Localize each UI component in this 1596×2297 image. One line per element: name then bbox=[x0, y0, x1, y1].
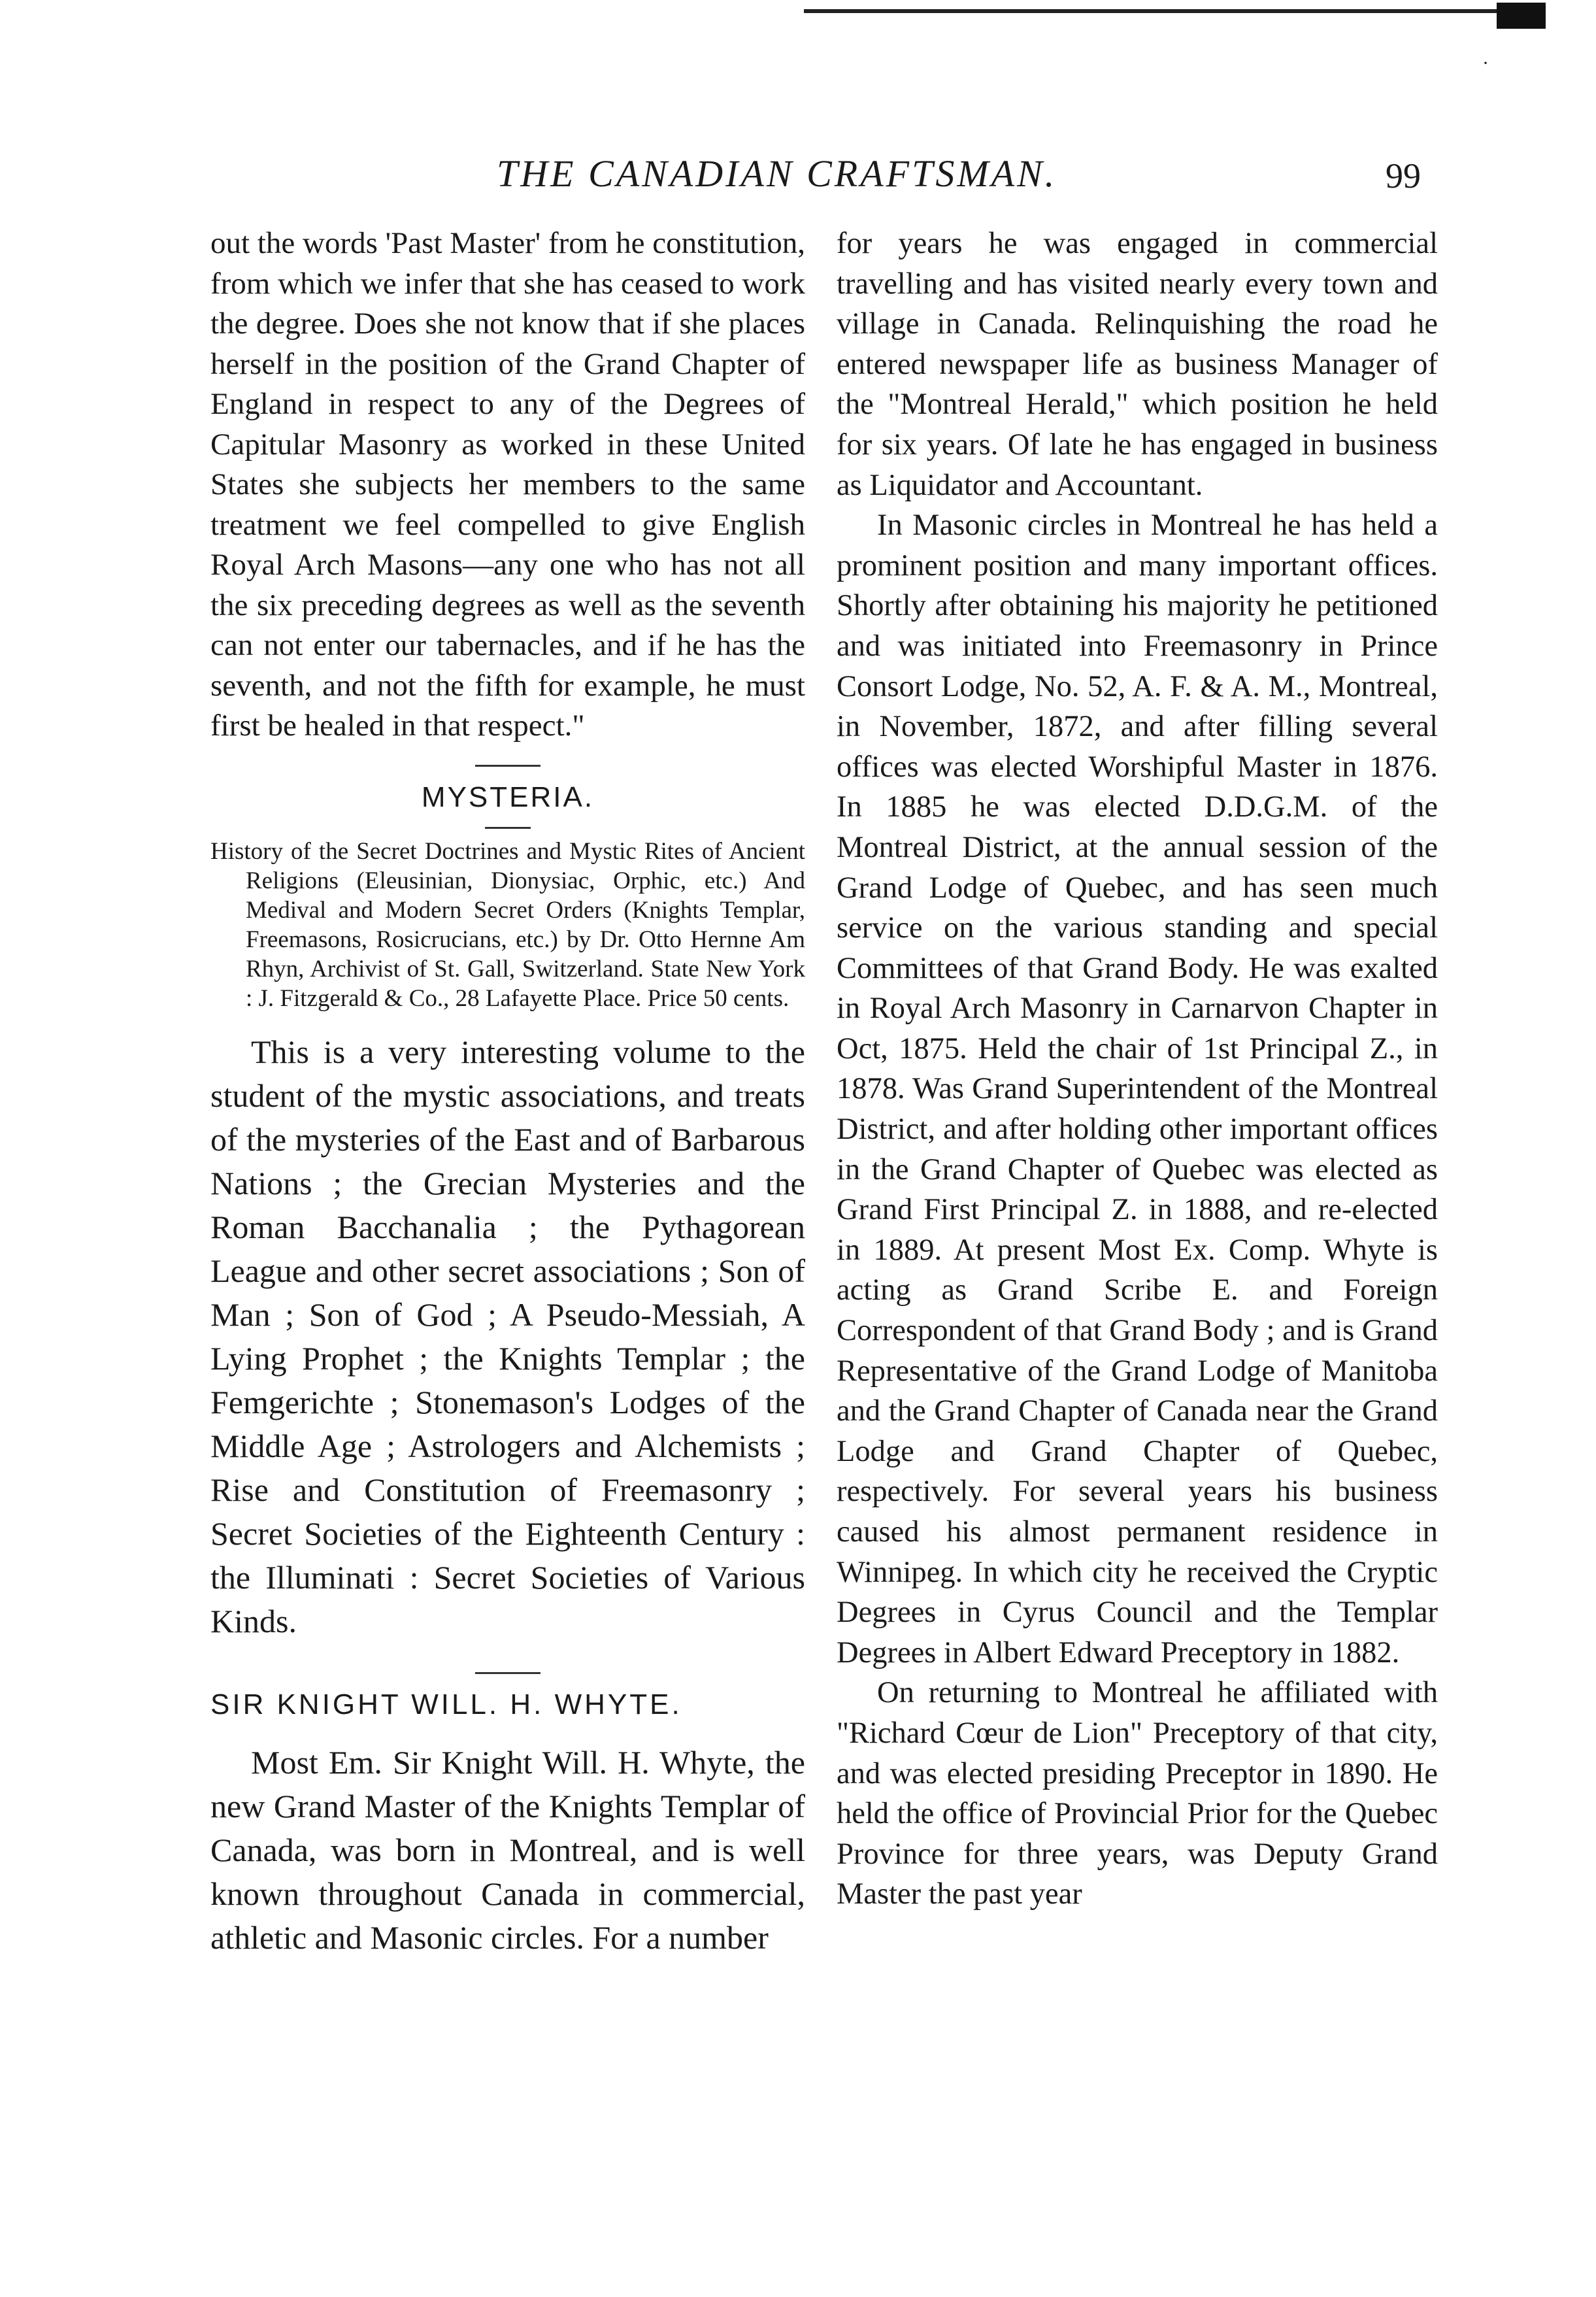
page-number: 99 bbox=[1386, 156, 1421, 195]
right-paragraph-1: for years he was engaged in commercial travelling and has visited nearly every town and village in Canada. Relinquishing the road he entered newspaper life as business Manager of the "Montreal Herald," which position he held for six years. Of late he has engaged in business as Liquidator and Accountant. bbox=[837, 227, 1438, 502]
book-review-note: History of the Secret Doctrines and Mystic Rites of Ancient Religions (Eleusinian, Dionysiac, Orphic, etc.) And Medival and Modern Secret Orders (Knights Templar, Freemasons, Rosicrucians, etc.) by Dr. Otto Hernne Am Rhyn, Archivist of St. Gall, Switzerland. State New York : J. Fitzgerald & Co., 28 Lafayette Place. Price 50 cents. bbox=[210, 837, 805, 1012]
running-title: THE CANADIAN CRAFTSMAN. bbox=[497, 152, 1057, 195]
left-column bbox=[210, 224, 805, 1960]
top-rule bbox=[804, 9, 1542, 13]
mysteria-heading: MYSTERIA. bbox=[421, 780, 595, 813]
whyte-intro: Most Em. Sir Knight Will. H. Whyte, the new Grand Master of the Knights Templar of Canada, was born in Montreal, and is well known throughout Canada in commercial, athletic and Masonic circles. For a number bbox=[210, 1743, 805, 1956]
right-paragraph-2: In Masonic circles in Montreal he has held a prominent position and many important offices. Shortly after obtaining his majority he petitioned and was initiated into Freemasonry in Prince Consort Lodge, No. 52, A. F. & A. M., Montreal, in November, 1872, and after filling several offices was elected Worshipful Master in 1876. In 1885 he was elected D.D.G.M. of the Montreal District, at the annual session of the Grand Lodge of Quebec, and has seen much service on the various standing and special Committees of that Grand Body. He was exalted in Royal Arch Masonry in Carnarvon Chapter in Oct, 1875. Held the chair of 1st Principal Z., in 1878. Was Grand Superintendent of the Montreal District, and after holding other important offices in the Grand Chapter of Quebec was elected as Grand First Principal Z. in 1888, and re-elected in 1889. At present Most Ex. Comp. Whyte is acting as Grand Scribe E. and Foreign Correspondent of that Grand Body ; and is Grand Representative of the Grand Lodge of Manitoba and the Grand Chapter of Canada near the Grand Lodge and Grand Chapter of Quebec, respectively. For several years his business caused his almost permanent residence in Winnipeg. In which city he received the Cryptic Degrees in Cyrus Council and the Templar Degrees in Albert Edward Preceptory in 1882. bbox=[837, 509, 1438, 1669]
continued-paragraph: out the words 'Past Master' from he constitution, from which we infer that she has ceased to work the degree. Does she not know that if she places herself in the position of the Grand Chapter of England in respect to any of the Degrees of Capitular Masonry as worked in these United States she subjects her members to the same treatment we feel compelled to give English Royal Arch Masons—any one who has not all the six preceding degrees as well as the seventh can not enter our tabernacles, and if he has the seventh, and not the fifth for example, he must first be healed in that respect." bbox=[210, 226, 805, 743]
review-body: This is a very interesting volume to the student of the mystic associations, and treats of the mysteries of the East and of Barbarous Nations ; the Grecian Mysteries and the Roman Bacchanalia ; the Pythagorean League and other secret associations ; Son of Man ; Son of God ; A Pseudo-Messiah, A Lying Prophet ; the Knights Templar ; the Femgerichte ; Stonemason's Lodges of the Middle Age ; Astrologers and Alchemists ; Rise and Constitution of Freemasonry ; Secret Societies of the Eighteenth Century : the Illuminati : Secret Societies of Various Kinds. bbox=[210, 1033, 805, 1639]
right-paragraph-3: On returning to Montreal he affiliated with "Richard Cœur de Lion" Preceptory of that city, and was elected presiding Preceptor in 1890. He held the office of Provincial Prior for the Quebec Province for three years, was Deputy Grand Master the past year bbox=[837, 1676, 1438, 1911]
section-divider bbox=[475, 765, 540, 767]
print-mark: · bbox=[1482, 52, 1489, 74]
whyte-heading: SIR KNIGHT WILL. H. WHYTE. bbox=[210, 1688, 682, 1720]
section-divider-small bbox=[485, 827, 531, 829]
top-rule-mark bbox=[1497, 3, 1546, 29]
right-column bbox=[837, 224, 1438, 1915]
section-divider bbox=[475, 1672, 540, 1674]
page-header bbox=[0, 152, 1596, 197]
